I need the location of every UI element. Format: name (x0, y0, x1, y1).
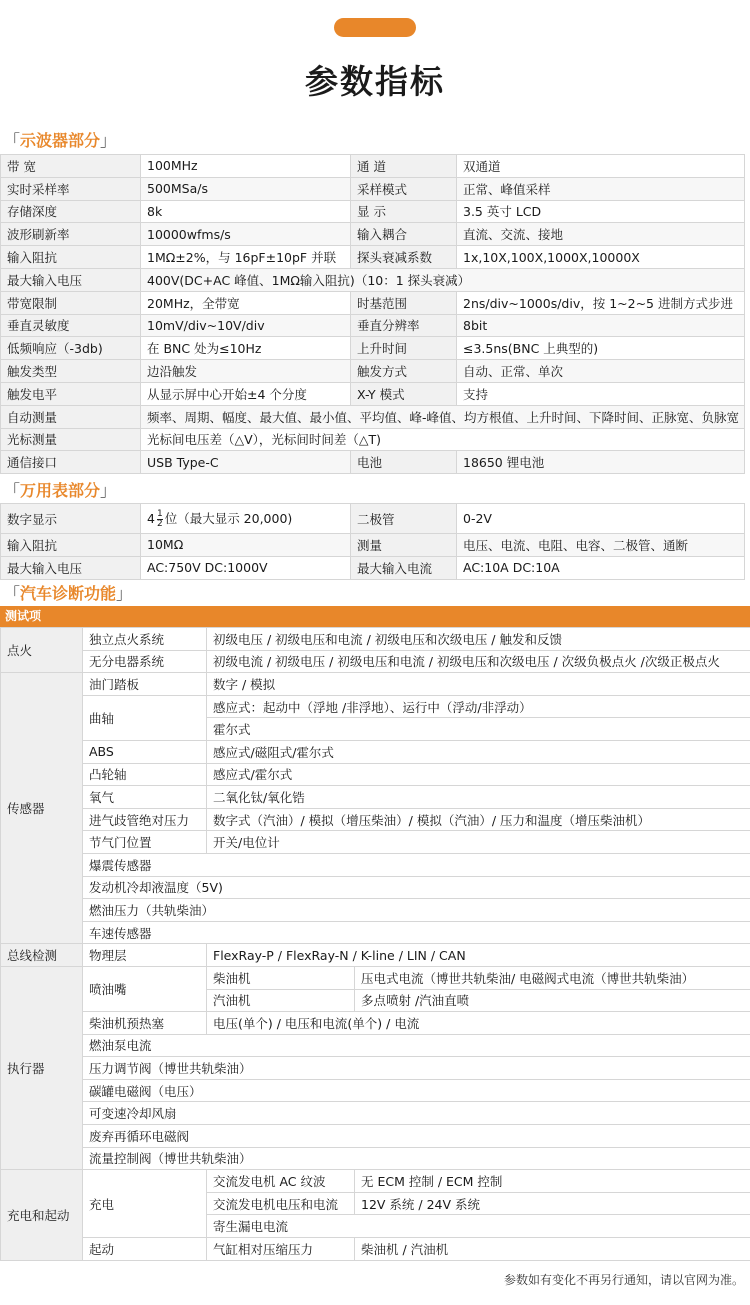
item-value: 初级电流 / 初级电压 / 初级电压和电流 / 初级电压和次级电压 / 次级负极点火 /次级正极点火 (207, 650, 750, 673)
spec-value: 10MΩ (141, 534, 351, 557)
spec-label: 存储深度 (1, 200, 141, 223)
item-label: 进气歧管绝对压力 (83, 808, 207, 831)
spec-label: 测量 (351, 534, 457, 557)
spec-label: 垂直灵敏度 (1, 314, 141, 337)
item-label: 曲轴 (83, 695, 207, 740)
table-row (1, 291, 745, 314)
spec-label: 输入阻抗 (1, 534, 141, 557)
spec-label: 采样模式 (351, 177, 457, 200)
spec-label: 触发方式 (351, 360, 457, 383)
category-charging-starting: 充电和起动 (1, 1170, 83, 1260)
spec-value: ≤3.5ns(BNC 上典型的) (457, 337, 745, 360)
spec-label: 光标测量 (1, 428, 141, 451)
spec-value: 1MΩ±2%，与 16pF±10pF 并联 (141, 246, 351, 269)
item-value: 感应式：起动中（浮地 /非浮地）、运行中（浮动/非浮动） (207, 695, 750, 718)
item-value: 感应式/磁阻式/霍尔式 (207, 740, 750, 763)
table-row (1, 556, 745, 579)
section-header-automotive: 「汽车诊断功能」 (4, 584, 133, 603)
spec-value: 18650 锂电池 (457, 451, 745, 474)
table-row (1, 268, 745, 291)
table-row (1, 360, 745, 383)
table-row (1, 314, 745, 337)
item-label: 起动 (83, 1238, 207, 1261)
oscilloscope-spec-table (0, 154, 745, 474)
spec-label: 通信接口 (1, 451, 141, 474)
item-label: 爆震传感器 (83, 853, 750, 876)
item-label: 碳罐电磁阀（电压） (83, 1079, 750, 1102)
item-label: 柴油机预热塞 (83, 1012, 207, 1035)
table-row (1, 246, 745, 269)
item-value: 多点喷射 /汽油直喷 (355, 989, 750, 1012)
sub-item-label: 交流发电机 AC 纹波 (207, 1170, 355, 1193)
spec-value: 10000wfms/s (141, 223, 351, 246)
item-label: 流量控制阀（博世共轨柴油） (83, 1147, 750, 1170)
spec-value: 电压、电流、电阻、电容、二极管、通断 (457, 534, 745, 557)
table-row (1, 405, 745, 428)
category-ignition: 点火 (1, 628, 83, 673)
sub-item-label: 汽油机 (207, 989, 355, 1012)
spec-value: 双通道 (457, 155, 745, 178)
fraction-half: $\frac{1}{2}$ (156, 508, 163, 529)
table-row (1, 428, 745, 451)
item-label: 节气门位置 (83, 831, 207, 854)
spec-label: 垂直分辨率 (351, 314, 457, 337)
spec-value: 3.5 英寸 LCD (457, 200, 745, 223)
item-label: 车速传感器 (83, 921, 750, 944)
item-label: 废弃再循环电磁阀 (83, 1125, 750, 1148)
category-actuator: 执行器 (1, 966, 83, 1169)
category-sensor: 传感器 (1, 673, 83, 944)
item-value: 二氧化钛/氧化锆 (207, 786, 750, 809)
item-value: 电压(单个) / 电压和电流(单个) / 电流 (207, 1012, 750, 1035)
multimeter-spec-table (0, 503, 745, 580)
spec-label: 输入耦合 (351, 223, 457, 246)
item-label: 燃油泵电流 (83, 1034, 750, 1057)
item-label: 凸轮轴 (83, 763, 207, 786)
spec-label: 最大输入电压 (1, 556, 141, 579)
sub-item-label: 气缸相对压缩压力 (207, 1238, 355, 1261)
spec-value: 400V(DC+AC 峰值、1MΩ输入阻抗)（10：1 探头衰减） (141, 268, 745, 291)
spec-value: USB Type-C (141, 451, 351, 474)
section-header-oscilloscope: 「示波器部分」 (4, 131, 117, 150)
spec-label: 触发电平 (1, 382, 141, 405)
spec-value: 1x,10X,100X,1000X,10000X (457, 246, 745, 269)
disclaimer-note: 参数如有变化不再另行通知，请以官网为准。 (503, 1273, 744, 1287)
spec-value: 4 $\frac{1}{2}$ 位（最大显示 20,000) (141, 504, 351, 534)
spec-label: 波形刷新率 (1, 223, 141, 246)
spec-label: 输入阻抗 (1, 246, 141, 269)
item-label: 压力调节阀（博世共轨柴油） (83, 1057, 750, 1080)
item-label: 喷油嘴 (83, 966, 207, 1011)
spec-label: 带 宽 (1, 155, 141, 178)
page-title: 参数指标 (305, 62, 445, 101)
spec-value: 正常、峰值采样 (457, 177, 745, 200)
table-row (1, 200, 745, 223)
spec-value: 频率、周期、幅度、最大值、最小值、平均值、峰-峰值、均方根值、上升时间、下降时间、正脉宽、负脉宽 (141, 405, 745, 428)
item-label: 物理层 (83, 944, 207, 967)
item-value: 数字 / 模拟 (207, 673, 750, 696)
item-label: 独立点火系统 (83, 628, 207, 651)
category-bus: 总线检测 (1, 944, 83, 967)
sub-item-label: 交流发电机电压和电流 (207, 1192, 355, 1215)
spec-label: 触发类型 (1, 360, 141, 383)
automotive-function-table (0, 627, 750, 1261)
spec-value: AC:750V DC:1000V (141, 556, 351, 579)
item-label: 发动机冷却液温度（5V) (83, 876, 750, 899)
spec-value: 20MHz，全带宽 (141, 291, 351, 314)
item-value: FlexRay-P / FlexRay-N / K-line / LIN / CAN (207, 944, 750, 967)
table-row (1, 177, 745, 200)
spec-value: 光标间电压差（△V），光标间时间差（△T) (141, 428, 745, 451)
spec-label: 通 道 (351, 155, 457, 178)
item-value: 感应式/霍尔式 (207, 763, 750, 786)
item-label: 可变速冷却风扇 (83, 1102, 750, 1125)
item-label: ABS (83, 740, 207, 763)
spec-value: 10mV/div~10V/div (141, 314, 351, 337)
spec-value: AC:10A DC:10A (457, 556, 745, 579)
spec-label: 时基范围 (351, 291, 457, 314)
test-items-header: 测试项 (0, 606, 750, 627)
spec-value: 8bit (457, 314, 745, 337)
spec-label: 数字显示 (1, 504, 141, 534)
spec-label: 二极管 (351, 504, 457, 534)
item-label: 油门踏板 (83, 673, 207, 696)
table-row (1, 534, 745, 557)
item-value: 柴油机 / 汽油机 (355, 1238, 750, 1261)
spec-value: 支持 (457, 382, 745, 405)
item-value: 压电式电流（博世共轨柴油/ 电磁阀式电流（博世共轨柴油） (355, 966, 750, 989)
item-label: 燃油压力（共轨柴油） (83, 899, 750, 922)
table-row (1, 337, 745, 360)
spec-label: 带宽限制 (1, 291, 141, 314)
spec-value: 直流、交流、接地 (457, 223, 745, 246)
item-value: 开关/电位计 (207, 831, 750, 854)
spec-label: 实时采样率 (1, 177, 141, 200)
spec-label: 探头衰减系数 (351, 246, 457, 269)
spec-label: 显 示 (351, 200, 457, 223)
top-accent-pill (334, 18, 416, 37)
item-label: 无分电器系统 (83, 650, 207, 673)
section-header-multimeter: 「万用表部分」 (4, 481, 117, 500)
table-row (1, 223, 745, 246)
spec-label: 电池 (351, 451, 457, 474)
item-value: 霍尔式 (207, 718, 750, 741)
item-label: 充电 (83, 1170, 207, 1238)
spec-value: 8k (141, 200, 351, 223)
spec-value: 0-2V (457, 504, 745, 534)
item-value: 12V 系统 / 24V 系统 (355, 1192, 750, 1215)
table-row (1, 504, 745, 534)
sub-item-label: 柴油机 (207, 966, 355, 989)
spec-label: 最大输入电压 (1, 268, 141, 291)
spec-value: 边沿触发 (141, 360, 351, 383)
table-row (1, 382, 745, 405)
spec-label: 低频响应（-3db) (1, 337, 141, 360)
item-label: 氧气 (83, 786, 207, 809)
spec-label: 自动测量 (1, 405, 141, 428)
spec-value: 500MSa/s (141, 177, 351, 200)
spec-value: 100MHz (141, 155, 351, 178)
item-value: 无 ECM 控制 / ECM 控制 (355, 1170, 750, 1193)
sub-item-label: 寄生漏电电流 (207, 1215, 750, 1238)
item-value: 数字式（汽油）/ 模拟（增压柴油）/ 模拟（汽油）/ 压力和温度（增压柴油机） (207, 808, 750, 831)
spec-value: 自动、正常、单次 (457, 360, 745, 383)
spec-label: 上升时间 (351, 337, 457, 360)
spec-label: 最大输入电流 (351, 556, 457, 579)
spec-value: 2ns/div~1000s/div，按 1~2~5 进制方式步进 (457, 291, 745, 314)
spec-value: 在 BNC 处为≤10Hz (141, 337, 351, 360)
item-value: 初级电压 / 初级电压和电流 / 初级电压和次级电压 / 触发和反馈 (207, 628, 750, 651)
spec-label: X-Y 模式 (351, 382, 457, 405)
spec-value: 从显示屏中心开始±4 个分度 (141, 382, 351, 405)
table-row (1, 451, 745, 474)
table-row (1, 155, 745, 178)
